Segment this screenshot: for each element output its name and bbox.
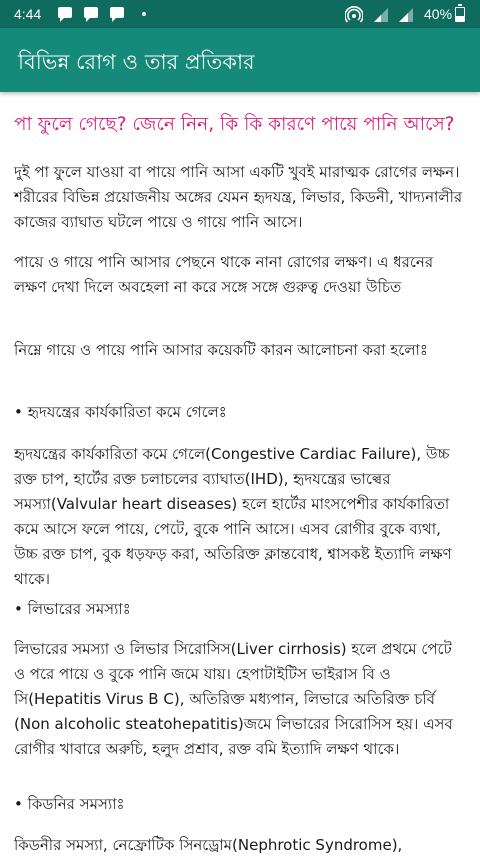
article-paragraph: কিডনীর সমস্যা, নেফ্রোটিক সিনড্রোম(Nephrotic Syndrome), — [14, 836, 403, 854]
dot-icon — [142, 12, 146, 16]
battery-level — [456, 16, 464, 21]
app-title: বিভিন্ন রোগ ও তার প্রতিকার — [18, 50, 255, 74]
article-paragraph: নিম্নে গায়ে ও পায়ে পানি আসার কয়েকটি কারন আলোচনা করা হলোঃ — [14, 341, 428, 359]
battery-percent: 40% — [424, 6, 453, 22]
status-bar — [0, 0, 480, 28]
article-paragraph: দুই পা ফুলে যাওয়া বা পায়ে পানি আসা একটি খুবই মারাত্মক রোগের লক্ষন। শরীরের বিভিন্ন প্রয়োজনীয় অঙ্গের যেমন হৃদযন্ত্র, লিভার, কিডনী, খাদ্যনালীর কাজের ব্যাঘাত ঘটলে পায়ে ও গায়ে পানি আসে। — [14, 163, 463, 231]
hotspot-icon — [345, 5, 363, 23]
section-heading: • কিডনির সমস্যাঃ — [14, 795, 125, 813]
article-title: পা ফুলে গেছে? জেনে নিন, কি কি কারণে পায়ে পানি আসে? — [14, 114, 455, 135]
chat-icon — [110, 7, 124, 18]
article-paragraph: হৃদযন্ত্রের কার্যকারিতা কমে গেলে(Congestive Cardiac Failure), উচ্চ রক্ত চাপ, হার্টের রক্ত চলাচলের ব্যাঘাত(IHD), হৃদযন্ত্রের ভাল্বের সমস্যা(Valvular heart diseases) হলে হার্টের মাংসপেশীর কার্যকারিতা কমে আসে ফলে পায়ে, পেটে, বুকে পানি আসে। এসব রোগীর বুকে ব্যথা, উচ্চ রক্ত চাপ, বুক ধড়ফড় করা, অতিরিক্ত ক্লান্তবোধ, শ্বাসকষ্ট ইত্যাদি লক্ষণ থাকে। — [14, 445, 452, 588]
signal-icon — [372, 5, 390, 23]
chat-icon — [58, 7, 72, 18]
section-heading: • লিভারের সমস্যাঃ — [14, 600, 131, 618]
app-bar — [0, 28, 480, 92]
status-time: 4:44 — [14, 6, 42, 22]
chat-icon — [84, 7, 98, 18]
article-paragraph: লিভারের সমস্যা ও লিভার সিরোসিস(Liver cirrhosis) হলে প্রথমে পেটে ও পরে পায়ে ও বুকে পানি জমে যায়। হেপাটাইটিস ভাইরাস বি ও সি(Hepatitis Virus B C), অতিরিক্ত মধ্যপান, লিভারে অতিরিক্ত চর্বি (Non alcoholic steatohepatitis)জমে লিভারের সিরোসিস হয়। এসব রোগীর খাবারে অরুচি, হলুদ প্রশ্রাব, রক্ত বমি ইত্যাদি লক্ষণ থাকে। — [14, 640, 453, 758]
section-heading: • হৃদযন্ত্রের কার্যকারিতা কমে গেলেঃ — [14, 403, 227, 421]
signal-icon — [397, 5, 415, 23]
battery-icon — [455, 7, 465, 22]
article-paragraph: পায়ে ও গায়ে পানি আসার পেছনে থাকে নানা রোগের লক্ষণ। এ ধরনের লক্ষণ দেখা দিলে অবহেলা না করে সঙ্গে সঙ্গে গুরুত্ব দেওয়া উচিত — [14, 253, 434, 296]
